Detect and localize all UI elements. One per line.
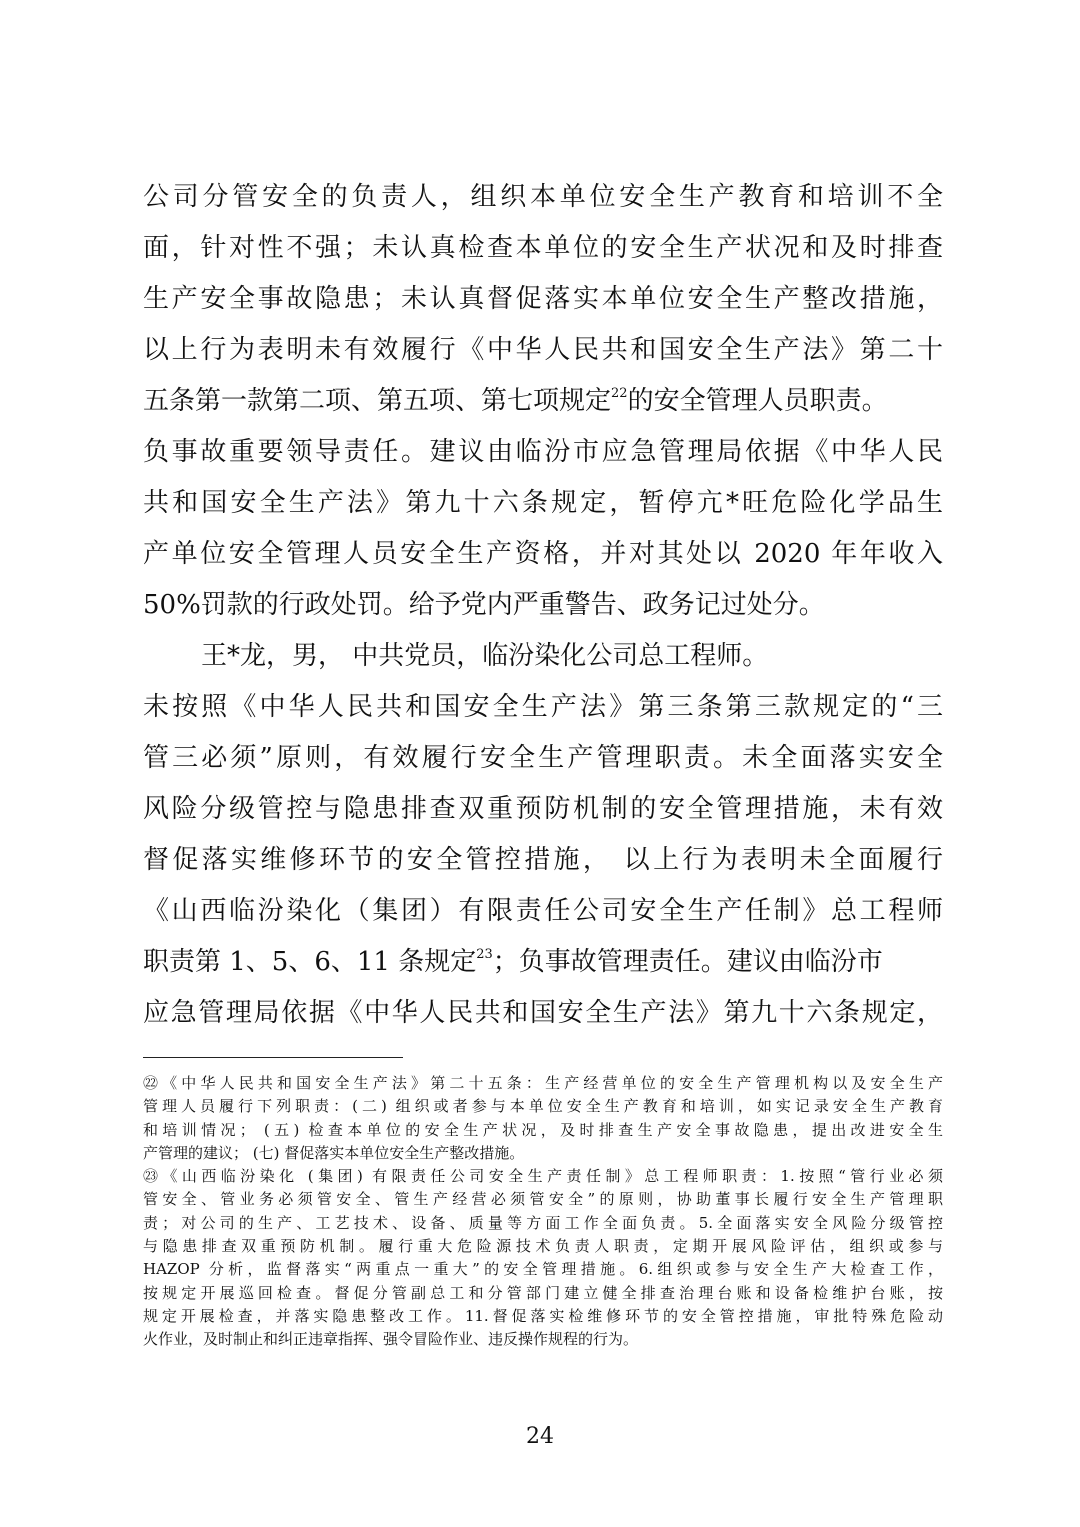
body-line: [143, 733, 943, 784]
body-line: [143, 631, 943, 682]
body-line: [143, 784, 943, 835]
body-line-text: 生产安全事故隐患；未认真督促落实本单位安全生产整改措施，: [143, 284, 943, 314]
body-line: [143, 274, 943, 325]
body-line-text: 《山西临汾染化（集团）有限责任公司安全生产任制》总工程师: [143, 896, 943, 926]
body-line-text: 50%罚款的行政处罚。给予党内严重警告、政务记过处分。: [143, 590, 825, 620]
body-line: [143, 478, 943, 529]
footnote-line: 与隐患排查双重预防机制。履行重大危险源技术负责人职责，定期开展风险评估，组织或参与: [143, 1237, 943, 1256]
page-number: 24: [526, 1424, 554, 1449]
body-line-text: 以上行为表明未有效履行《中华人民共和国安全生产法》第二十: [143, 335, 943, 365]
body-line-text: 共和国安全生产法》第九十六条规定，暂停亢*旺危险化学品生: [143, 488, 943, 518]
footnote-line: 火作业，及时制止和纠正违章指挥、强令冒险作业、违反操作规程的行为。: [143, 1330, 639, 1349]
body-line-text: 公司分管安全的负责人，组织本单位安全生产教育和培训不全: [143, 182, 943, 212]
body-line-text: 应急管理局依据《中华人民共和国安全生产法》第九十六条规定，: [143, 998, 943, 1028]
footnote-line: ㉓《山西临汾染化 (集团) 有限责任公司安全生产责任制》总工程师职责：1.按照“管行业必须: [143, 1167, 943, 1186]
body-line-text: 五条第一款第二项、第五项、第七项规定: [143, 386, 612, 416]
body-line-text: 未按照《中华人民共和国安全生产法》第三条第三款规定的“三: [143, 692, 943, 722]
footnote-line: 管安全、管业务必须管安全、管生产经营必须管安全”的原则，协助董事长履行安全生产管理职: [143, 1190, 943, 1209]
body-line: [143, 529, 943, 580]
body-text: [143, 172, 943, 1039]
footnotes: [143, 1072, 943, 1352]
body-line-tail: 的安全管理人员职责。: [627, 386, 888, 416]
body-line-text: 督促落实维修环节的安全管控措施， 以上行为表明未全面履行: [143, 845, 943, 875]
body-line-text: 面，针对性不强；未认真检查本单位的安全生产状况和及时排查: [143, 233, 943, 263]
footnote-line: 按规定开展巡回检查。督促分管副总工和分管部门建立健全排查治理台账和设备检维护台账，按: [143, 1283, 943, 1302]
footnote-line: 产管理的建议； (七) 督促落实本单位安全生产整改措施。: [143, 1143, 525, 1162]
body-line-text: 产单位安全管理人员安全生产资格，并对其处以 2020 年年收入: [143, 539, 943, 569]
body-line: [143, 427, 943, 478]
footnote-line: 责；对公司的生产、工艺技术、设备、质量等方面工作全面负责。5.全面落实安全风险分级管控: [143, 1213, 943, 1232]
footnote-reference: 23: [476, 947, 493, 962]
footnote-line: ㉒《中华人民共和国安全生产法》第二十五条：生产经营单位的安全生产管理机构以及安全生产: [143, 1074, 943, 1092]
footnote-line: 管理人员履行下列职责：(二) 组织或者参与本单位安全生产教育和培训，如实记录安全生产教育: [143, 1097, 943, 1116]
body-line: [143, 172, 943, 223]
body-line-text: 王*龙，男， 中共党员，临汾染化公司总工程师。: [201, 641, 769, 671]
body-line: [143, 886, 943, 937]
footnote-reference: 22: [611, 386, 628, 401]
body-line-text: 风险分级管控与隐患排查双重预防机制的安全管理措施，未有效: [143, 794, 943, 824]
footnote-line: HAZOP 分析，监督落实“两重点一重大”的安全管理措施。6.组织或参与安全生产大检查工作，: [143, 1260, 943, 1279]
body-line: [143, 223, 943, 274]
footnote-separator: [143, 1057, 403, 1058]
body-line: [143, 988, 943, 1039]
footnote-line: 和培训情况； (五) 检查本单位的安全生产状况，及时排查生产安全事故隐患，提出改进安全生: [143, 1120, 943, 1139]
body-line: [143, 835, 943, 886]
body-line-text: 管三必须”原则，有效履行安全生产管理职责。未全面落实安全: [143, 743, 943, 773]
body-line-text: 负事故重要领导责任。建议由临汾市应急管理局依据《中华人民: [143, 437, 943, 467]
body-line-text: 职责第 1、5、6、11 条规定: [143, 947, 477, 977]
body-line: [143, 682, 943, 733]
footnote-line: 规定开展检查，并落实隐患整改工作。11.督促落实检维修环节的安全管控措施，审批特殊危险动: [143, 1306, 943, 1325]
body-line: [143, 937, 943, 988]
body-line: [143, 325, 943, 376]
body-line: [143, 580, 943, 631]
body-line-tail: ；负事故管理责任。建议由临汾市: [492, 947, 883, 977]
body-line: [143, 376, 943, 427]
